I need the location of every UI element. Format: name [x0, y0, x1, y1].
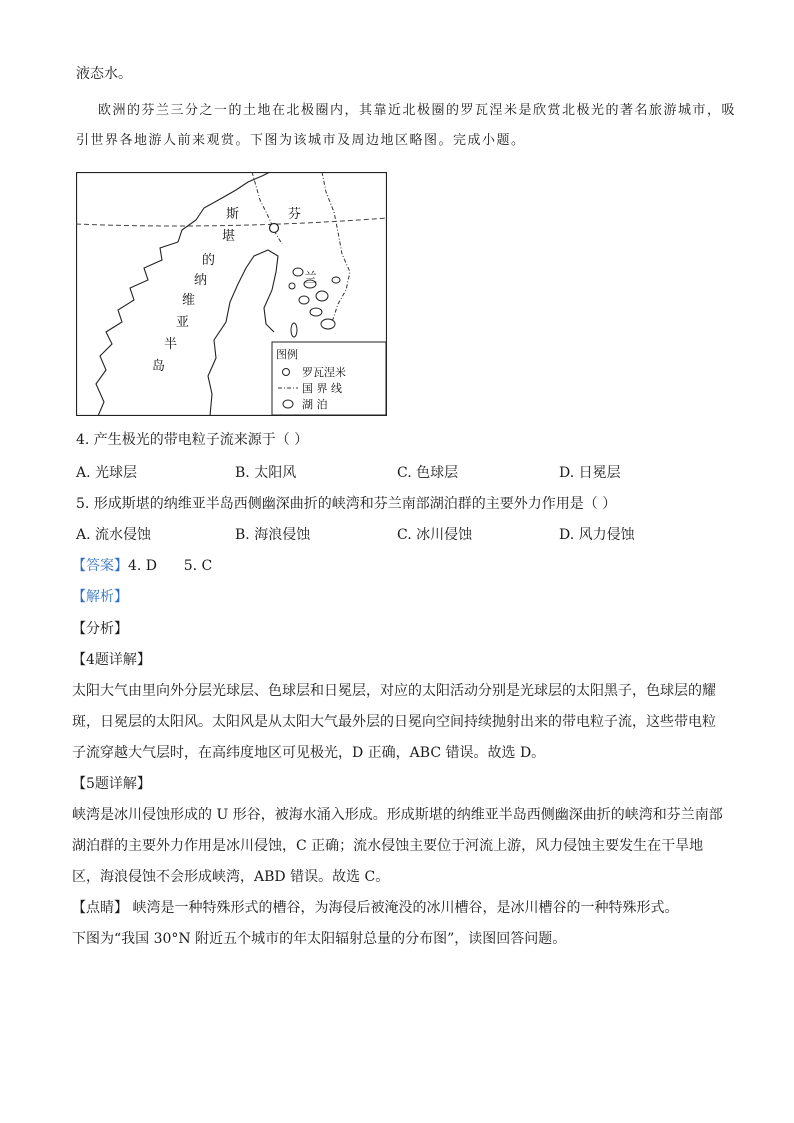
- answer-text: 4. D 5. C: [128, 558, 213, 574]
- legend-lake-label: 湖 泊: [302, 398, 328, 411]
- svg-text:纳: 纳: [194, 273, 208, 288]
- rovaniemi-marker: [270, 224, 279, 233]
- region-map: [76, 172, 387, 416]
- q4-option-c: C. 色球层: [397, 465, 459, 481]
- svg-text:芬: 芬: [288, 207, 302, 222]
- svg-text:的: 的: [202, 253, 216, 268]
- region-map-svg: [76, 172, 387, 416]
- svg-text:兰: 兰: [304, 271, 318, 286]
- analysis-tag: 【解析】: [72, 589, 128, 605]
- svg-text:半: 半: [164, 337, 178, 352]
- legend-border-label: 国 界 线: [302, 382, 342, 395]
- answer-tag: 【答案】: [72, 558, 128, 574]
- d5-line-2: 湖泊群的主要外力作用是冰川侵蚀，C 正确；流水侵蚀主要位于河流上游，风力侵蚀主要发生在干旱地: [72, 838, 704, 854]
- map-legend: [272, 342, 386, 415]
- q5-option-d: D. 风力侵蚀: [559, 527, 635, 543]
- passage-line-2: 引世界各地游人前来观赏。下图为该城市及周边地区略图。完成小题。: [76, 133, 526, 148]
- passage-line-1: 欧洲的芬兰三分之一的土地在北极圈内，其靠近北极圈的罗瓦涅米是欣赏北极光的著名旅游城市，吸: [98, 103, 737, 118]
- d4-line-1: 太阳大气由里向外分层光球层、色球层和日冕层，对应的太阳活动分别是光球层的太阳黑子，色球层的耀: [72, 683, 716, 699]
- q4-option-b: B. 太阳风: [235, 465, 297, 481]
- d5-line-3: 区，海浪侵蚀不会形成峡湾，ABD 错误。故选 C。: [72, 869, 390, 885]
- q4-option-d: D. 日冕层: [559, 465, 621, 481]
- dianjing-text: 峡湾是一种特殊形式的槽谷，为海侵后被淹没的冰川槽谷，是冰川槽谷的一种特殊形式。: [128, 900, 679, 916]
- q5-option-a: A. 流水侵蚀: [76, 527, 152, 543]
- legend-title: 图例: [276, 348, 298, 361]
- next-question-intro: 下图为“我国 30°N 附近五个城市的年太阳辐射总量的分布图”，读图回答问题。: [72, 931, 567, 947]
- d4-line-3: 子流穿越大气层时，在高纬度地区可见极光，D 正确，ABC 错误。故选 D。: [72, 745, 546, 761]
- q4-stem: 4. 产生极光的带电粒子流来源于（ ）: [76, 432, 309, 448]
- legend-city-symbol: [283, 369, 290, 376]
- fenxi-tag: 【分析】: [72, 621, 128, 637]
- svg-text:岛: 岛: [152, 359, 166, 374]
- q5-option-c: C. 冰川侵蚀: [397, 527, 473, 543]
- legend-lake-symbol: [283, 400, 293, 408]
- svg-text:堪: 堪: [222, 229, 236, 244]
- svg-text:维: 维: [182, 293, 196, 308]
- q5-stem: 5. 形成斯堪的纳维亚半岛西侧幽深曲折的峡湾和芬兰南部湖泊群的主要外力作用是（ ）: [76, 496, 617, 512]
- q4-option-a: A. 光球层: [76, 465, 138, 481]
- dianjing-line: [72, 898, 678, 918]
- d5-line-1: 峡湾是冰川侵蚀形成的 U 形谷，被海水涌入形成。形成斯堪的纳维亚半岛西侧幽深曲折的峡湾和芬兰南部: [72, 807, 723, 823]
- dianjing-tag: 【点睛】: [72, 900, 128, 916]
- d4-tag: 【4题详解】: [72, 652, 151, 668]
- answer-line: [72, 556, 212, 576]
- legend-city-label: 罗瓦涅米: [302, 366, 346, 379]
- svg-text:亚: 亚: [176, 315, 190, 330]
- svg-text:斯: 斯: [226, 207, 240, 222]
- d5-tag: 【5题详解】: [72, 776, 151, 792]
- q5-option-b: B. 海浪侵蚀: [235, 527, 311, 543]
- d4-line-2: 斑，日冕层的太阳风。太阳风是从太阳大气最外层的日冕向空间持续抛射出来的带电粒子流，这些带电粒: [72, 714, 716, 730]
- intro-tail: 液态水。: [76, 66, 132, 82]
